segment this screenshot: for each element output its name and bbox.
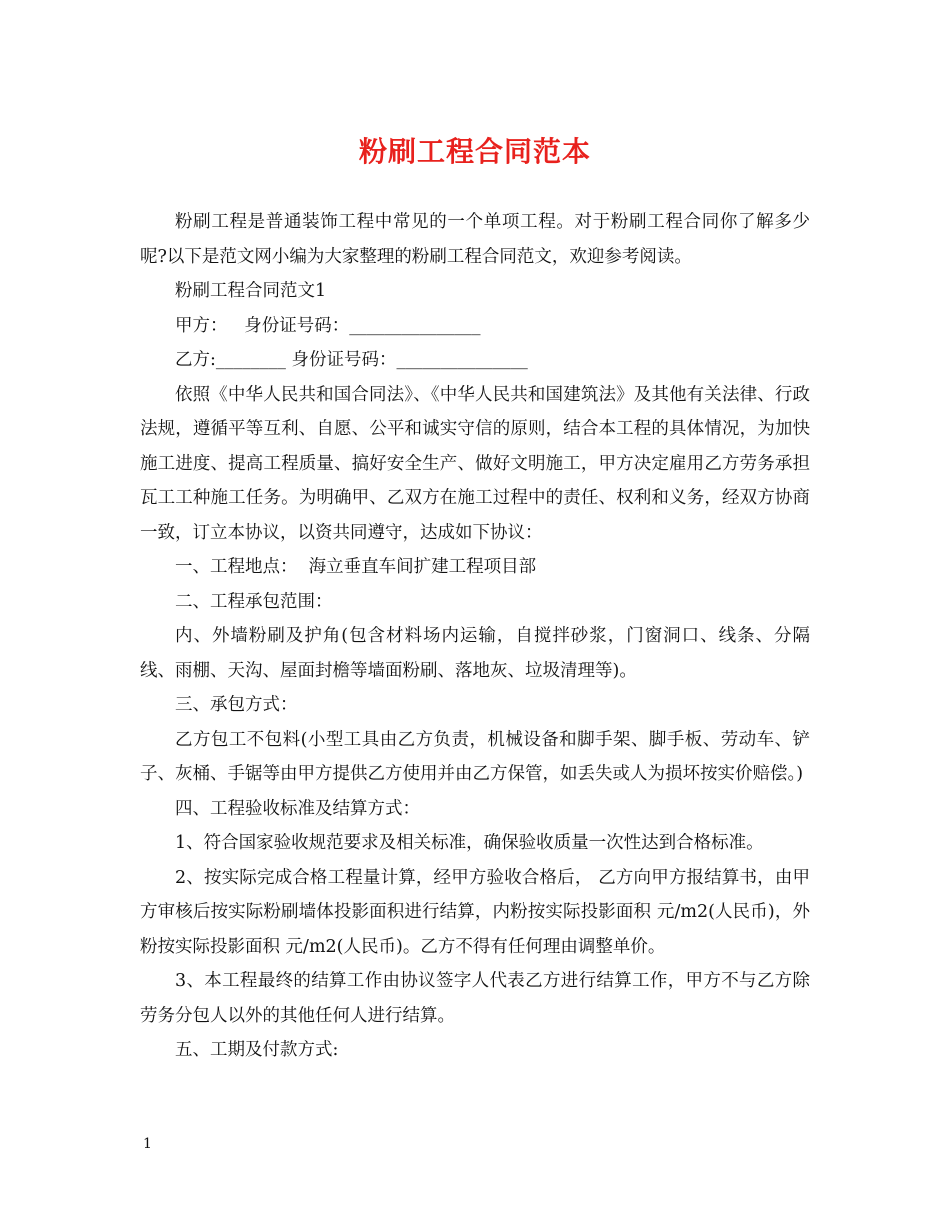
paragraph-section-4-heading: 四、工程验收标准及结算方式：	[175, 798, 420, 819]
paragraph-intro: 粉刷工程是普通装饰工程中常见的一个单项工程。对于粉刷工程合同你了解多少呢?以下是范文网小编为大家整理的粉刷工程合同范文，欢迎参考阅读。	[140, 212, 810, 267]
paragraph-party-b: 乙方:________ 身份证号码：_______________	[175, 350, 528, 370]
document-title: 粉刷工程合同范本	[358, 135, 591, 168]
paragraph-section-4-item-1: 1、符合国家验收规范要求及相关标准，确保验收质量一次性达到合格标准。	[175, 833, 764, 853]
paragraph-section-4-item-2: 2、按实际完成合格工程量计算，经甲方验收合格后， 乙方向甲方报结算书，由甲方审核后按实际粉刷墙体投影面积进行结算，内粉按实际投影面积 元/m2(人民币)，外粉按实际投影面积 元/m2(人民币)。乙方不得有任何理由调整单价。	[140, 867, 810, 957]
paragraph-section-5-heading: 五、工期及付款方式:	[175, 1040, 339, 1060]
document-body	[140, 205, 810, 1068]
paragraph-section-3-body: 乙方包工不包料(小型工具由乙方负责，机械设备和脚手架、脚手板、劳动车、铲子、灰桶、手锯等由甲方提供乙方使用并由乙方保管，如丢失或人为损坏按实价赔偿。)	[140, 729, 810, 784]
paragraph-sample-heading: 粉刷工程合同范文1	[175, 281, 327, 301]
paragraph-section-2-body: 内、外墙粉刷及护角(包含材料场内运输，自搅拌砂浆，门窗洞口、线条、分隔线、雨棚、天沟、屋面封檐等墙面粉刷、落地灰、垃圾清理等)。	[140, 626, 810, 681]
page-number: 1	[143, 1136, 152, 1152]
paragraph-section-1-location: 一、工程地点： 海立垂直车间扩建工程项目部	[175, 557, 537, 577]
paragraph-section-3-heading: 三、承包方式：	[175, 695, 298, 715]
paragraph-preamble: 依照《中华人民共和国合同法》、《中华人民共和国建筑法》及其他有关法律、行政法规，遵循平等互利、自愿、公平和诚实守信的原则，结合本工程的具体情况，为加快施工进度、提高工程质量、搞好安全生产、做好文明施工，甲方决定雇用乙方劳务承担瓦工工种施工任务。为明确甲、乙双方在施工过程中的责任、权利和义务，经双方协商一致，订立本协议，以资共同遵守，达成如下协议：	[140, 384, 810, 543]
paragraph-party-a: 甲方： 身份证号码：_______________	[175, 315, 481, 336]
paragraph-section-2-heading: 二、工程承包范围：	[175, 591, 333, 612]
paragraph-section-4-item-3: 3、本工程最终的结算工作由协议签字人代表乙方进行结算工作，甲方不与乙方除劳务分包人以外的其他任何人进行结算。	[140, 971, 810, 1026]
